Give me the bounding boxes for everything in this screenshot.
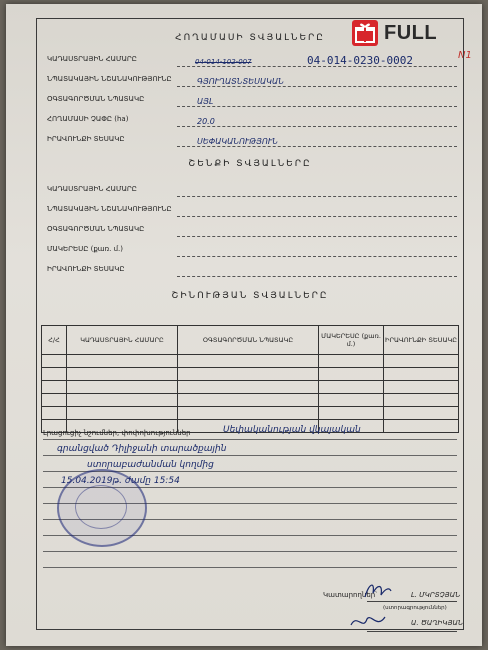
field-value-struck: 04-014-102-007 (195, 58, 252, 66)
col-right-type: ԻՐԱՎՈՒՆՔԻ ՏԵՍԱԿԸ (384, 326, 459, 355)
structures-table (41, 325, 459, 433)
building-cadastral-number-row (47, 185, 457, 199)
stamp-emblem-icon (75, 485, 127, 529)
field-value: 20.0 (197, 117, 215, 126)
col-number: Հ/Հ (42, 326, 67, 355)
executor-name: Ա. ԾԱՂԻԿՅԱՆ (411, 619, 464, 627)
field-line (177, 126, 457, 127)
field-label: ԿԱԴԱՍՏՐԱՅԻՆ ՀԱՄԱՐԸ (47, 55, 137, 63)
building-usage-row (47, 225, 457, 239)
field-line (177, 276, 457, 277)
land-section-title: ՀՈՂԱՄԱՍԻ ՏՎՅԱԼՆԵՐԸ (175, 33, 325, 43)
field-value: ՍԵՓԱԿԱՆՈՒԹՅՈՒՆ (197, 137, 278, 146)
table-row (42, 407, 459, 420)
table-header-row (42, 326, 459, 355)
field-line (177, 236, 457, 237)
executors-label: Կատարողներ՝ (323, 591, 377, 599)
signature-scribble (349, 611, 389, 633)
col-cadastral-number: ԿԱԴԱՍՏՐԱՅԻՆ ՀԱՄԱՐԸ (67, 326, 178, 355)
land-purpose-row (47, 75, 457, 89)
field-label: ԻՐԱՎՈՒՆՔԻ ՏԵՍԱԿԸ (47, 265, 125, 273)
table-row (42, 394, 459, 407)
official-stamp (57, 469, 147, 547)
field-line (177, 86, 457, 87)
col-area: ՄԱԿԵՐԵՍԸ (քառ. մ.) (319, 326, 384, 355)
building-area-row (47, 245, 457, 259)
field-label: ՕԳՏԱԳՈՐԾՄԱՆ ՆՊԱՏԱԿԸ (47, 225, 145, 233)
field-value: ԱՅԼ (197, 97, 214, 106)
field-label: ԻՐԱՎՈՒՆՔԻ ՏԵՍԱԿԸ (47, 135, 125, 143)
field-value: 04-014-0230-0002 (307, 54, 413, 67)
table-row (42, 368, 459, 381)
field-label: ՀՈՂԱՄԱՍԻ ՉԱՓԸ (ha) (47, 115, 129, 123)
field-label: ՕԳՏԱԳՈՐԾՄԱՆ ՆՊԱՏԱԿԸ (47, 95, 145, 103)
land-usage-row (47, 95, 457, 109)
field-label: ԿԱԴԱՍՏՐԱՅԻՆ ՀԱՄԱՐԸ (47, 185, 137, 193)
notes-line (43, 551, 457, 552)
handwritten-note-line: ստորաբաժանման կողմից (87, 460, 214, 470)
building-purpose-row (47, 205, 457, 219)
signature-line (367, 631, 457, 632)
document-frame (36, 18, 464, 630)
brand-name: FULL (384, 22, 438, 44)
notes-line (43, 439, 457, 440)
signatures-caption: (ստորագրություններ) (383, 605, 447, 611)
field-label: ՆՊԱՏԱԿԱՅԻՆ ՆՇԱՆԱԿՈՒԹՅՈՒՆԸ (47, 205, 172, 213)
field-line (177, 146, 457, 147)
field-line (177, 216, 457, 217)
land-cadastral-number-row (47, 55, 457, 69)
notes-line (43, 567, 457, 568)
notes-label: Լրացուցիչ նշումներ, փոփոխություններ (43, 429, 191, 437)
col-usage: ՕԳՏԱԳՈՐԾՄԱՆ ՆՊԱՏԱԿԸ (178, 326, 319, 355)
land-size-row (47, 115, 457, 129)
handwritten-note-line: գրանցված Դիլիջանի տարածքային (57, 444, 227, 454)
table-row (42, 381, 459, 394)
handwritten-note-line: 15.04.2019թ. ժամը 15:54 (61, 476, 180, 486)
field-label: ՄԱԿԵՐԵՍԸ (քառ. մ.) (47, 245, 123, 253)
field-label: ՆՊԱՏԱԿԱՅԻՆ ՆՇԱՆԱԿՈՒԹՅՈՒՆԸ (47, 75, 172, 83)
field-line (177, 106, 457, 107)
field-value: ԳՅՈՒՂԱՏՆՏԵՍԱԿԱՆ (197, 77, 284, 86)
document-sheet (6, 4, 482, 646)
building-section-title: ՇԵՆՔԻ ՏՎՅԱԼՆԵՐԸ (188, 159, 312, 169)
signature-scribble (363, 579, 393, 603)
field-line (177, 196, 457, 197)
structure-section-title: ՇԻՆՈՒԹՅԱՆ ՏՎՅԱԼՆԵՐԸ (171, 291, 329, 301)
handwritten-note-line: Սեփականության վկայական (223, 425, 361, 435)
notes-line (43, 455, 457, 456)
executor-name: Լ. ՄԿՐՏՉՅԱՆ (411, 591, 461, 599)
building-right-type-row (47, 265, 457, 279)
page-number-mark: N1 (458, 50, 472, 61)
field-line (177, 256, 457, 257)
land-right-type-row (47, 135, 457, 149)
table-row (42, 355, 459, 368)
